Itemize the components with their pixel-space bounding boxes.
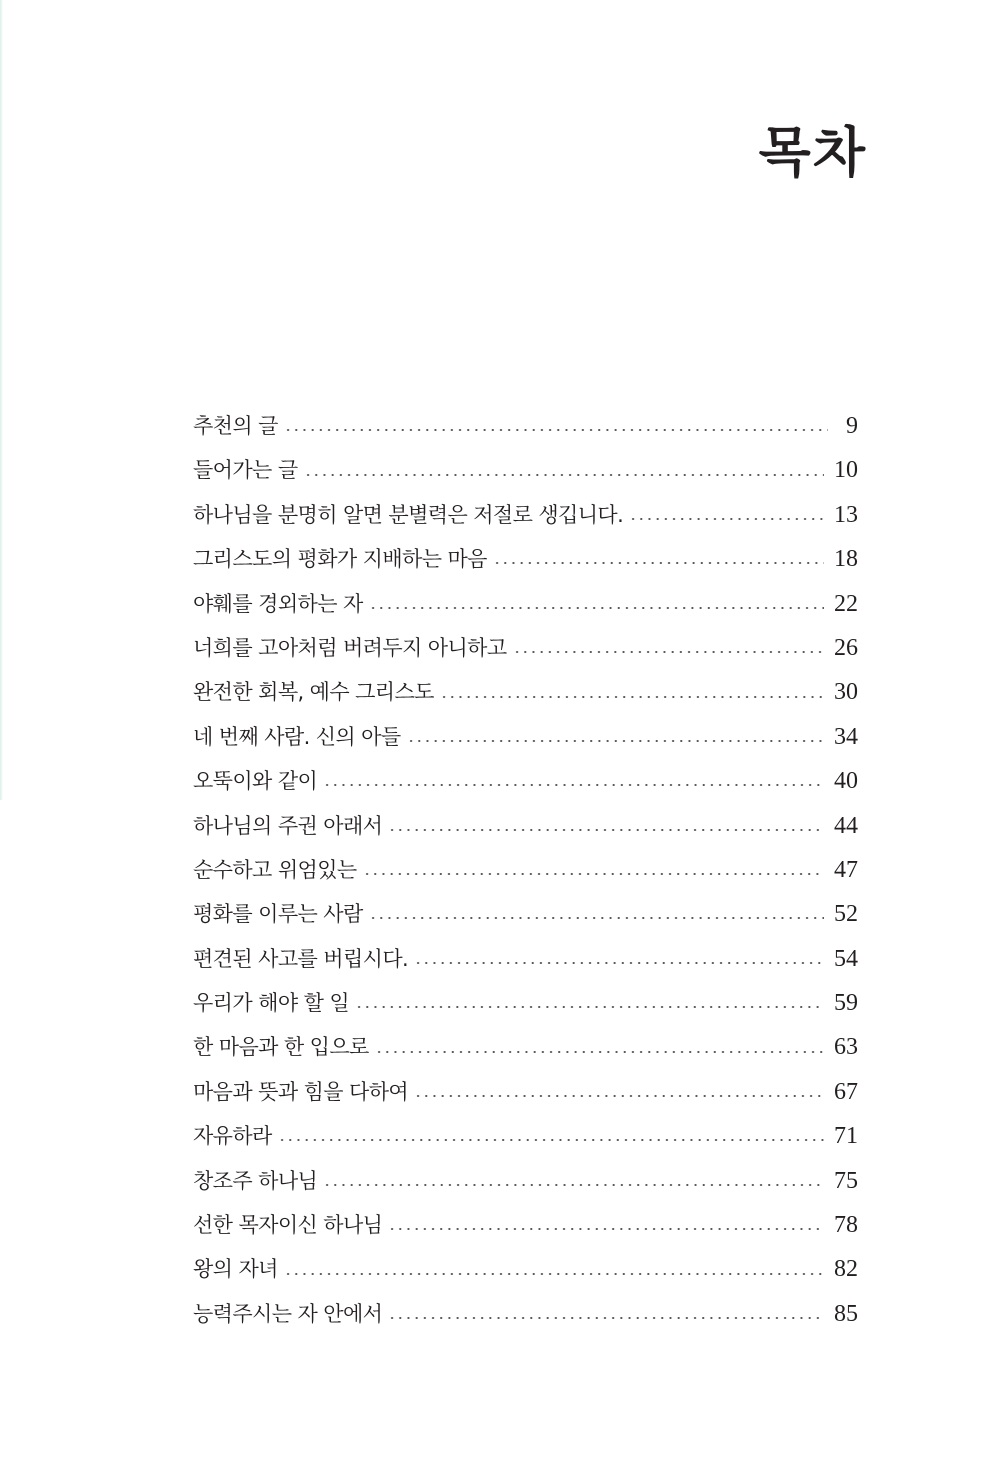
toc-page-number: 75	[834, 1167, 858, 1194]
toc-page-number: 67	[834, 1078, 858, 1105]
toc-entry-title: 능력주시는 자 안에서	[193, 1301, 383, 1326]
toc-entry-title: 순수하고 위엄있는	[193, 857, 357, 882]
toc-page-number: 59	[834, 990, 858, 1017]
toc-page-number: 34	[834, 723, 858, 750]
toc-page-number: 78	[834, 1212, 858, 1239]
dot-leader	[323, 1184, 824, 1186]
toc-entry-title: 하나님의 주권 아래서	[193, 813, 383, 838]
toc-entry[interactable]	[193, 804, 858, 848]
toc-entry[interactable]	[193, 404, 858, 448]
dot-leader	[363, 873, 824, 875]
toc-entry-title: 완전한 회복, 예수 그리스도	[193, 680, 434, 705]
toc-entry-title: 왕의 자녀	[193, 1257, 278, 1282]
toc-entry[interactable]	[193, 848, 858, 892]
dot-leader	[284, 1273, 824, 1275]
toc-entry-title: 야훼를 경외하는 자	[193, 591, 363, 616]
toc-entry-title: 자유하라	[193, 1124, 272, 1149]
toc-entry-title: 너희를 고아처럼 버려두지 아니하고	[193, 635, 507, 660]
toc-page-number: 85	[834, 1300, 858, 1327]
dot-leader	[355, 1006, 824, 1008]
table-of-contents	[193, 404, 858, 1336]
dot-leader	[284, 429, 828, 431]
dot-leader	[388, 829, 824, 831]
dot-leader	[629, 518, 824, 520]
toc-entry-title: 그리스도의 평화가 지배하는 마음	[193, 547, 487, 572]
toc-page-number: 22	[834, 590, 858, 617]
toc-page-number: 40	[834, 768, 858, 795]
toc-page-number: 13	[834, 501, 858, 528]
dot-leader	[323, 784, 824, 786]
dot-leader	[369, 917, 824, 919]
toc-entry[interactable]	[193, 1070, 858, 1114]
toc-entry[interactable]	[193, 1292, 858, 1336]
toc-entry[interactable]	[193, 1159, 858, 1203]
toc-entry[interactable]	[193, 715, 858, 759]
toc-page-number: 30	[834, 679, 858, 706]
toc-page-number: 47	[834, 856, 858, 883]
toc-entry-title: 네 번째 사람. 신의 아들	[193, 724, 401, 749]
toc-entry-title: 한 마음과 한 입으로	[193, 1035, 369, 1060]
page-edge-tint	[0, 0, 3, 800]
toc-entry[interactable]	[193, 1025, 858, 1069]
toc-page-number: 63	[834, 1034, 858, 1061]
toc-page-number: 54	[834, 945, 858, 972]
toc-entry-title: 추천의 글	[193, 414, 278, 438]
toc-entry[interactable]	[193, 981, 858, 1025]
page-title: 목차	[758, 121, 867, 184]
dot-leader	[375, 1051, 824, 1053]
dot-leader	[414, 1095, 824, 1097]
dot-leader	[493, 562, 824, 564]
toc-page-number: 9	[846, 413, 858, 439]
toc-page-number: 26	[834, 634, 858, 661]
toc-page-number: 52	[834, 901, 858, 928]
toc-entry[interactable]	[193, 937, 858, 981]
dot-leader	[513, 651, 824, 653]
toc-entry[interactable]	[193, 759, 858, 803]
toc-entry-title: 우리가 해야 할 일	[193, 991, 350, 1016]
toc-entry-title: 선한 목자이신 하나님	[193, 1213, 383, 1238]
toc-page-number: 18	[834, 546, 858, 573]
toc-entry[interactable]	[193, 1203, 858, 1247]
toc-entry[interactable]	[193, 892, 858, 936]
toc-page-number: 44	[834, 812, 858, 839]
toc-entry[interactable]	[193, 537, 858, 581]
toc-entry-title: 들어가는 글	[193, 458, 298, 483]
toc-entry-title: 평화를 이루는 사람	[193, 902, 363, 927]
toc-entry[interactable]	[193, 1114, 858, 1158]
toc-page-number: 82	[834, 1256, 858, 1283]
toc-page-number: 71	[834, 1123, 858, 1150]
dot-leader	[407, 740, 824, 742]
toc-entry-title: 편견된 사고를 버립시다.	[193, 946, 409, 971]
toc-entry-title: 마음과 뜻과 힘을 다하여	[193, 1079, 409, 1104]
dot-leader	[388, 1317, 824, 1319]
toc-entry-title: 하나님을 분명히 알면 분별력은 저절로 생깁니다.	[193, 502, 624, 527]
toc-entry[interactable]	[193, 1247, 858, 1291]
dot-leader	[388, 1228, 824, 1230]
dot-leader	[414, 962, 824, 964]
dot-leader	[369, 607, 824, 609]
toc-entry[interactable]	[193, 626, 858, 670]
toc-entry-title: 오뚝이와 같이	[193, 769, 318, 794]
dot-leader	[278, 1139, 824, 1141]
toc-page-number: 10	[834, 457, 858, 484]
toc-entry[interactable]	[193, 582, 858, 626]
toc-entry[interactable]	[193, 493, 858, 537]
toc-entry[interactable]	[193, 448, 858, 492]
dot-leader	[304, 474, 824, 476]
dot-leader	[440, 696, 824, 698]
toc-entry[interactable]	[193, 670, 858, 714]
toc-entry-title: 창조주 하나님	[193, 1168, 318, 1193]
